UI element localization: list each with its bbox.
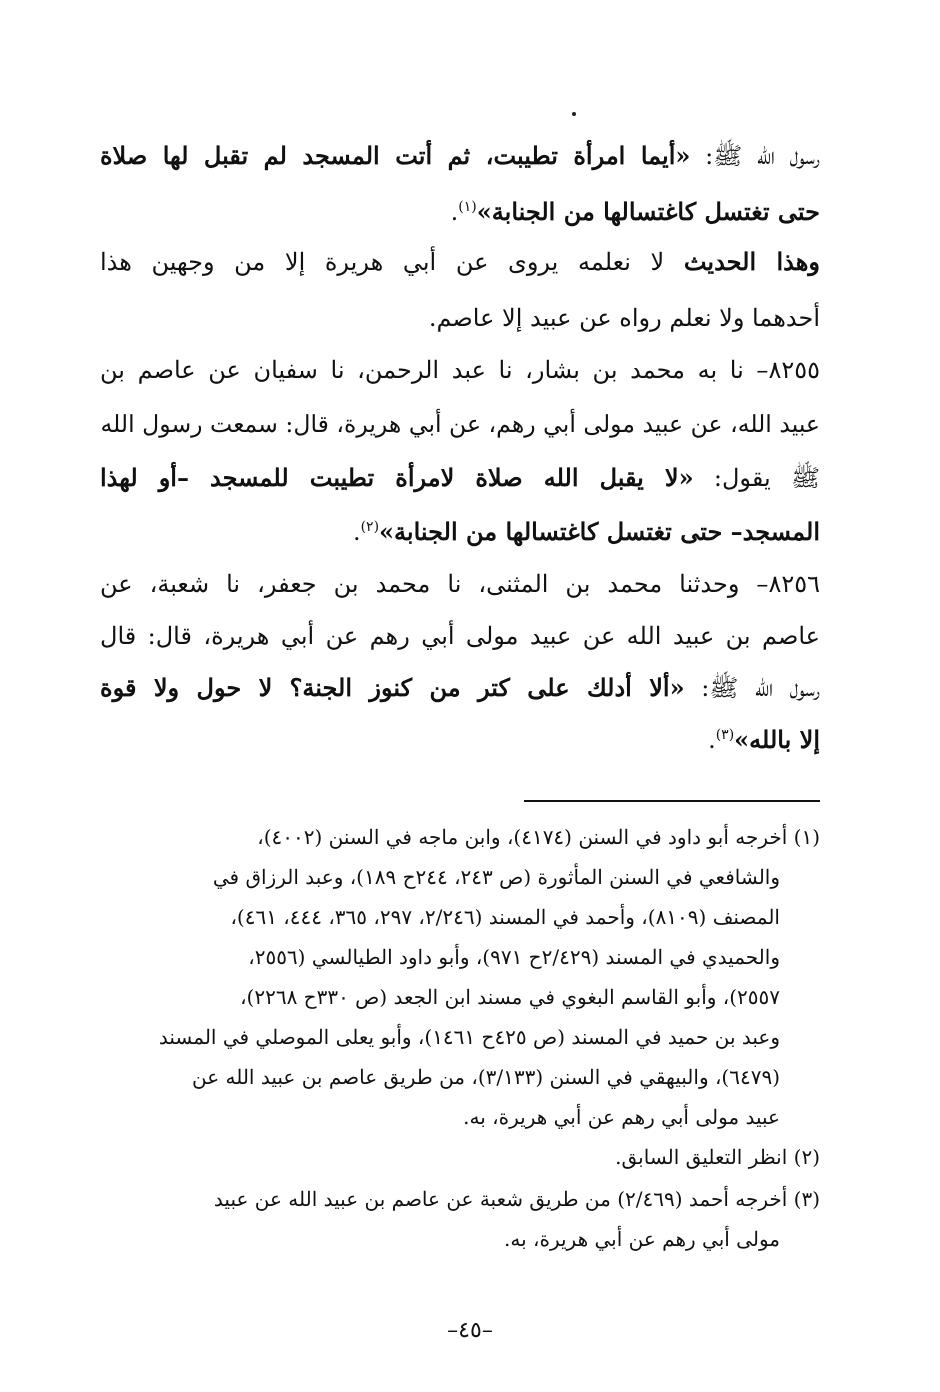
text-segment: لا نعلمه يروى عن أبي هريرة إلا من وجهين هذا: [100, 248, 684, 276]
hadith-text: «لا يقبل الله صلاة لامرأة تطيبت للمسجد –أو لهذا: [100, 463, 694, 492]
text-line: [100, 240, 820, 284]
footnote-line: والحميدي في المسند (٢/٤٢٩ح ٩٧١)، وأبو داود الطيالسي (٢٥٥٦،: [248, 945, 780, 969]
text-segment: .: [352, 518, 361, 546]
footnote-line: (٣) أخرجه أحمد (٢/٤٦٩) من طريق شعبة عن عاصم بن عبيد الله عن عبيد: [213, 1187, 820, 1211]
hadith-text: «أيما امرأة تطيبت، ثم أتت المسجد لم تقبل لها صلاة: [99, 141, 691, 170]
text-segment: رسول الله ﷺ:: [690, 142, 820, 170]
text-segment: .: [450, 198, 459, 226]
footnote-line: (١) أخرجه أبو داود في السنن (٤١٧٤)، وابن ماجه في السنن (٤٠٠٢)،: [257, 825, 820, 849]
footnote-marker: (٢): [360, 519, 380, 535]
text-segment: ﷺ يقول:: [693, 464, 820, 492]
footnote-line: مولى أبي رهم عن أبي هريرة، به.: [504, 1227, 780, 1251]
hadith-text: المسجد– حتى تغتسل كاغتسالها من الجنابة»: [379, 517, 820, 546]
hadith-text: «ألا أدلك على كتر من كنوز الجنة؟ لا حول ولا قوة: [100, 673, 685, 702]
text-segment: .: [708, 726, 716, 754]
hadith-text: حتى تغتسل كاغتسالها من الجنابة»: [476, 197, 820, 226]
footnote-marker: (١): [458, 199, 477, 215]
hadith-text: إلا بالله»: [734, 725, 820, 754]
footnote-line: (٦٤٧٩)، والبيهقي في السنن (٣/١٣٣)، من طريق عاصم بن عبيد الله عن: [191, 1065, 780, 1089]
footnote-line: وعبد بن حميد في المسند (ص ٤٢٥ح ١٤٦١)، وأبو يعلى الموصلي في المسند: [158, 1025, 780, 1049]
ink-dot: [572, 112, 576, 116]
text-line: عاصم بن عبيد الله عن عبيد مولى أبي رهم عن أبي هريرة، قال: قال: [100, 622, 820, 650]
footnote-line: والشافعي في السنن المأثورة (ص ٢٤٣، ٢٤٤ح ١٨٩)، وعبد الرزاق في: [212, 865, 780, 889]
footnote-marker: (٣): [715, 727, 735, 743]
text-line: [100, 510, 820, 554]
bold-phrase: وهذا الحديث: [683, 247, 820, 276]
text-line: [100, 718, 820, 762]
footnote-separator: [524, 800, 820, 802]
hadith-number-line: ٨٢٥٥– نا به محمد بن بشار، نا عبد الرحمن، نا سفيان عن عاصم بن: [100, 356, 820, 384]
text-segment: رسول الله ﷺ:: [684, 674, 820, 702]
hadith-number-line: ٨٢٥٦– وحدثنا محمد بن المثنى، نا محمد بن جعفر، نا شعبة، عن: [100, 570, 820, 598]
footnote-line: (٢) انظر التعليق السابق.: [615, 1145, 820, 1169]
text-line: أحدهما ولا نعلم رواه عن عبيد إلا عاصم.: [428, 304, 820, 332]
text-line: [100, 190, 820, 234]
footnote-line: عبيد مولى أبي رهم عن أبي هريرة، به.: [463, 1105, 780, 1129]
page-number: –٤٥–: [447, 1318, 493, 1343]
footnote-line: ٢٥٥٧)، وأبو القاسم البغوي في مسند ابن الجعد (ص ٣٣٠ح ٢٢٦٨)،: [240, 985, 780, 1009]
footnote-line: المصنف (٨١٠٩)، وأحمد في المسند (٢/٢٤٦، ٢٩٧، ٣٦٥، ٤٤٤، ٤٦١)،: [230, 905, 780, 929]
text-line: [100, 134, 820, 178]
text-line: عبيد الله، عن عبيد مولى أبي رهم، عن أبي هريرة، قال: سمعت رسول الله: [100, 410, 820, 438]
text-line: [100, 666, 820, 710]
text-line: [100, 456, 820, 500]
